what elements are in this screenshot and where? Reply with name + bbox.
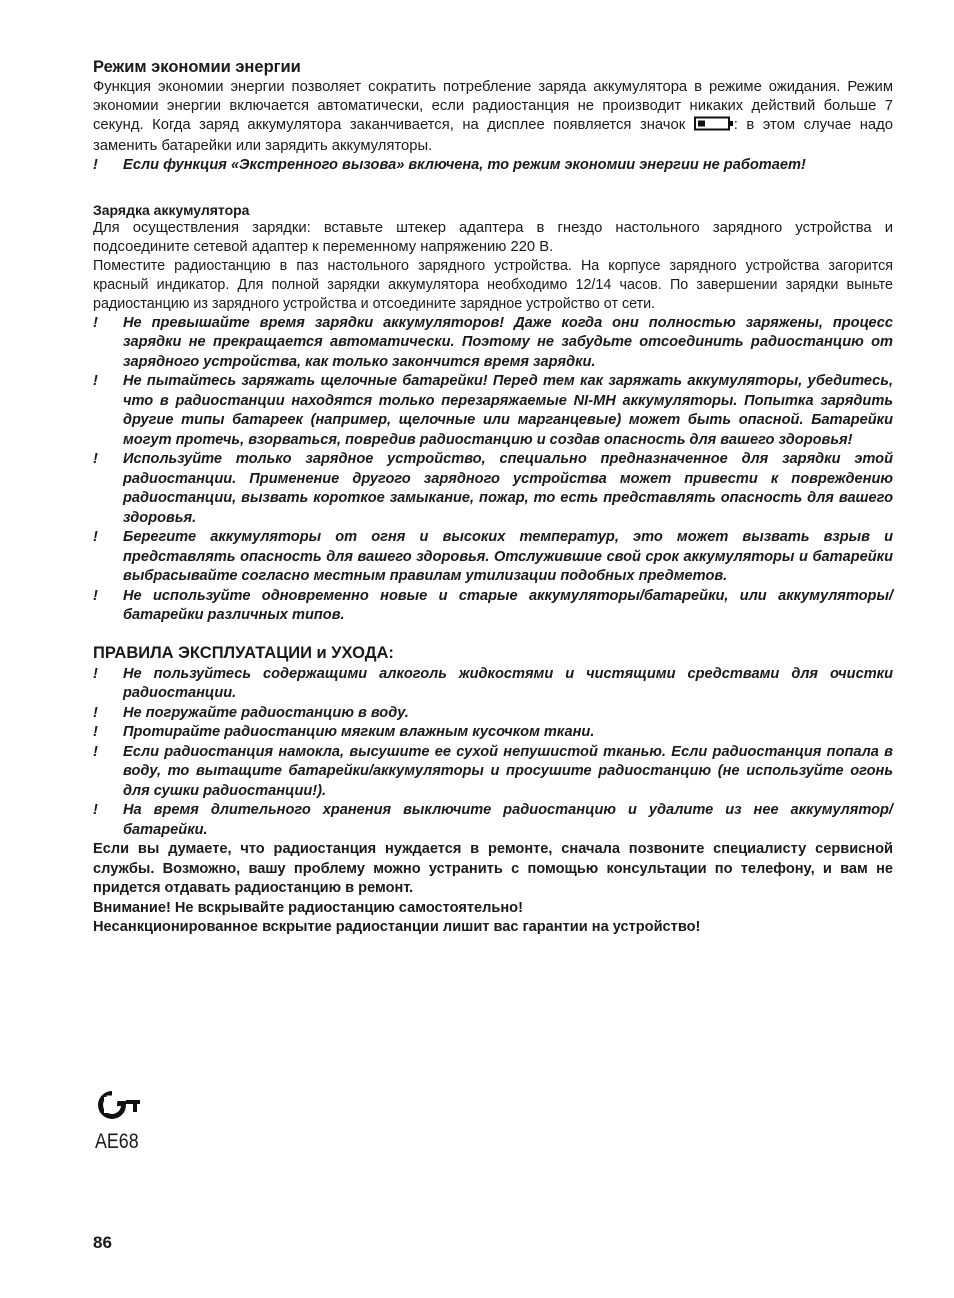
page-number: 86 [93,1233,112,1252]
attention-note: Внимание! Не вскрывайте радиостанцию самостоятельно! [93,899,523,916]
section-title-charging: Зарядка аккумулятора [93,201,250,218]
warning-mark: ! [93,587,98,604]
warning-text: Если функция «Экстренного вызова» включена, то режим экономии энергии не работает! [123,157,806,173]
warning-item [93,587,893,626]
warning-mark: ! [93,314,98,331]
charging-paragraph-1: Для осуществления зарядки: вставьте штекер адаптера в гнездо настольного зарядного устройства и подсоедините сетевой адаптер к переменному напряжению 220 В. [93,219,893,255]
warning-mark: ! [93,743,98,760]
warning-text: Берегите аккумуляторы от огня и высоких температур, это может вызвать взрыв и представлять опасность для вашего здоровья. Отслужившие свой срок аккумуляторы и батарейки выбрасывайте согласно местным правилам утилизации подобных предметов. [123,529,893,584]
power-saving-text-1: Функция экономии энергии позволяет сократить потребление заряда аккумулятора в режиме ожидания. Режим экономии энергии включается автоматически, если радиостанция не производит никаких действий больше 7 секунд. Когда заряд аккумулятора заканчивается, на дисплее появляется значок [93,79,893,133]
warning-mark: ! [93,802,98,818]
battery-low-icon [694,116,734,137]
service-note: Если вы думаете, что радиостанция нуждается в ремонте, сначала позвоните специалисту сервисной службы. Возможно, вашу проблему можно устранить с помощью консультации по телефону, и вам не придется отдавать радиостанцию в ремонт. [93,841,893,896]
warning-text: На время длительного хранения выключите радиостанцию и удалите из нее аккумулятор/батарейки. [123,802,893,838]
warning-text: Если радиостанция намокла, высушите ее сухой непушистой тканью. Если радиостанция попала в воду, то вытащите батарейки/аккумуляторы и просушите радиостанцию (не используйте огонь для сушки радиостанции!). [123,743,893,799]
warning-mark: ! [93,665,98,682]
warning-mark: ! [93,529,98,545]
warning-item [93,723,893,743]
warning-text: Протирайте радиостанцию мягким влажным кусочком ткани. [123,724,595,740]
warning-item [93,314,893,373]
warning-mark: ! [93,704,98,721]
warning-text: Не пытайтесь заряжать щелочные батарейки! Перед тем как заряжать аккумуляторы, убедитесь, что в радиостанции находятся только перезаряжаемые NI-MH аккумуляторы. Попытка зарядить другие типы батареек (например, щелочные или марганцевые) может быть опасной. Батарейки могут протечь, взорваться, повредив радиостанцию и создав опасность для вашего здоровья! [123,373,893,448]
warning-item [93,372,893,450]
pct-certification-icon [95,1088,145,1122]
warning-text: Не используйте одновременно новые и старые аккумуляторы/батарейки, или аккумуляторы/батарейки различных типов. [123,587,893,623]
warning-item [93,450,893,528]
section-title-operation-care: ПРАВИЛА ЭКСПЛУАТАЦИИ и УХОДА: [93,643,394,662]
charging-paragraph-2: Поместите радиостанцию в паз настольного зарядного устройства. На корпусе зарядного устройства загорится красный индикатор. Для полной зарядки аккумулятора необходимо 12/14 часов. По завершении зарядки выньте радиостанцию из зарядного устройства и отсоедините зарядное устройство от сети. [93,257,893,312]
warning-item [93,665,893,704]
warning-mark: ! [93,157,98,173]
warning-item [93,156,893,176]
warning-mark: ! [93,373,98,389]
warning-mark: ! [93,724,98,740]
power-saving-text-2: : в этом случае надо заменить батарейки или зарядить аккумуляторы. [93,117,893,154]
section-title-power-saving: Режим экономии энергии [93,58,301,76]
document-body [93,57,893,938]
warning-text: Используйте только зарядное устройство, специально предназначенное для зарядки этой радиостанции. Применение другого зарядного устройства может привести к повреждению радиостанции, вызвать короткое замыкание, пожар, то есть представлять опасность для вашего здоровья. [123,451,893,526]
warning-item [93,704,893,724]
power-saving-paragraph [93,78,893,156]
warning-text: Не пользуйтесь содержащими алкоголь жидкостями и чистящими средствами для очистки радиостанции. [123,665,893,701]
warning-text: Не погружайте радиостанцию в воду. [123,704,409,721]
warning-item [93,743,893,802]
certification-mark [95,1088,145,1154]
warning-mark: ! [93,451,98,467]
warranty-note: Несанкционированное вскрытие радиостанции лишит вас гарантии на устройство! [93,919,701,935]
warning-text: Не превышайте время зарядки аккумуляторов! Даже когда они полностью заряжены, процесс зарядки не прекращается автоматически. Поэтому не забудьте отсоединить радиостанцию от зарядного устройства, как только закончится время зарядки. [123,314,893,370]
warning-item [93,528,893,587]
certification-code: AE68 [95,1130,139,1153]
warning-item [93,801,893,840]
